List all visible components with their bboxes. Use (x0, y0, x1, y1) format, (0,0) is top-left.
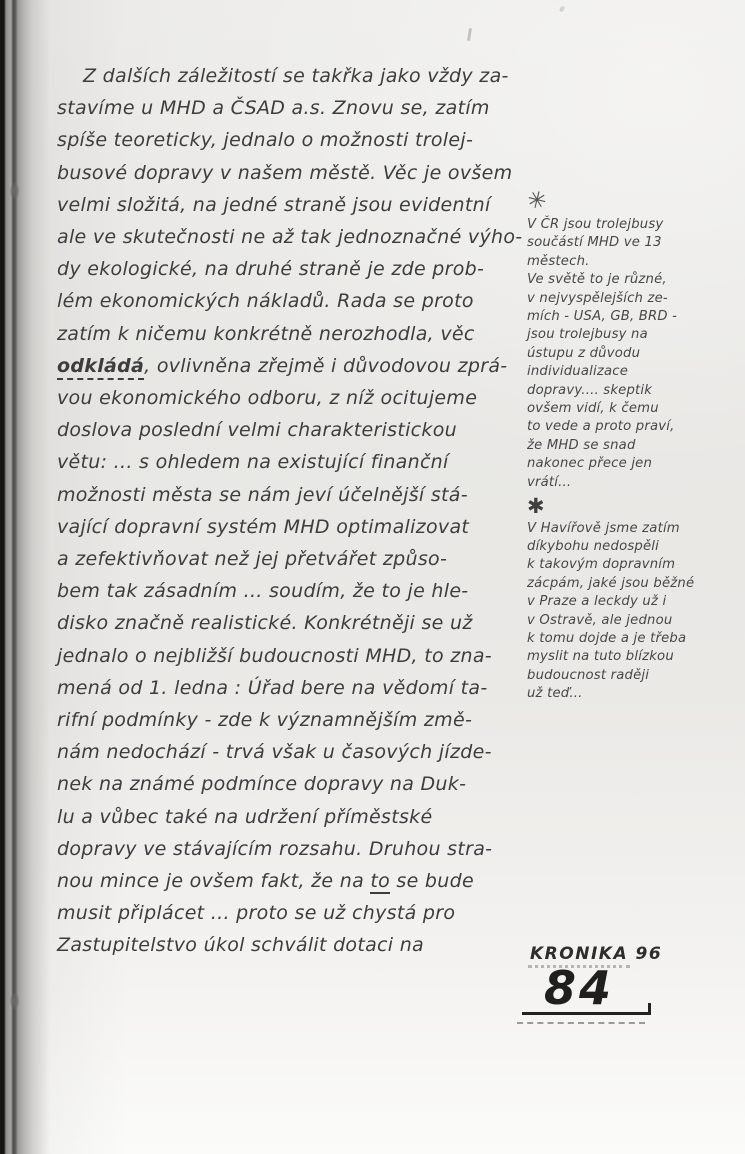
text-line: že MHD se snad (527, 437, 636, 453)
text-line: nakonec přece jen (527, 456, 653, 472)
asterisk-icon: ✱ (527, 494, 545, 519)
smudge-mark (467, 28, 472, 41)
text-line: individualizace (527, 364, 629, 380)
text-line: díkybohu nedospěli (527, 538, 660, 554)
margin-note-2 (527, 494, 743, 703)
text-line: busové dopravy v našem městě. Věc je ovšem (57, 161, 513, 184)
text-line: zácpám, jaké jsou běžné (527, 575, 695, 591)
text-line: doslova poslední velmi charakteristickou (57, 419, 457, 442)
text-line: rifní podmínky - zde k významnějším změ- (57, 709, 473, 732)
text-line: mená od 1. ledna : Úřad bere na vědomí ta- (57, 676, 488, 699)
main-text-block (57, 60, 532, 962)
text-line: Ve světě to je různé, (527, 272, 667, 288)
text-line: vající dopravní systém MHD optimalizovat (57, 515, 470, 538)
text-line: lu a vůbec také na udržení příměstské (57, 805, 433, 828)
binding-thread-bump (10, 183, 19, 199)
book-binding-edge (0, 0, 50, 1154)
text-line: v Ostravě, ale jednou (527, 612, 673, 628)
text-line: velmi složitá, na jedné straně jsou evidentní (57, 193, 491, 216)
text-line: nek na známé podmínce dopravy na Duk- (57, 773, 467, 796)
text-line: městech. (527, 253, 590, 269)
margin-note-1 (524, 186, 743, 492)
text-line: možnosti města se nám jeví účelnější stá- (57, 483, 468, 506)
smudge-mark (559, 5, 565, 12)
text-line: disko značně realistické. Konkrétněji se už (57, 612, 473, 635)
text-line: vou ekonomického odboru, z níž ocitujeme (57, 387, 478, 410)
binding-thread-bump (10, 993, 19, 1009)
text-line (57, 350, 532, 382)
text-line: jednalo o nejbližší budoucnosti MHD, to zna- (57, 644, 492, 667)
text-line (57, 865, 532, 897)
text-line: spíše teoreticky, jednalo o možnosti trolej- (57, 129, 474, 152)
text-line: větu: ... s ohledem na existující finanční (57, 451, 449, 474)
margin-notes-column (524, 186, 743, 706)
text-line: ústupu z důvodu (527, 345, 641, 361)
page-number-underline-faint (517, 1022, 645, 1024)
text-line: bem tak zásadním ... soudím, že to je hle- (57, 580, 469, 603)
text-line: budoucnost raději (527, 667, 650, 683)
text-line: dy ekologické, na druhé straně je zde prob- (57, 258, 485, 281)
text-line: Z dalších záležitostí se takřka jako vždy za- (83, 65, 509, 87)
text-line: lém ekonomických nákladů. Rada se proto (57, 290, 474, 313)
text-line: mích - USA, GB, BRD - (527, 309, 678, 325)
text-line: v Praze a leckdy už i (527, 594, 667, 610)
text-line: dopravy ve stávajícím rozsahu. Druhou stra- (57, 837, 493, 860)
asterisk-icon: ✳ (524, 186, 550, 216)
text-segment: nou mince je ovšem fakt, že na (57, 870, 371, 893)
margin-note-2-text (527, 520, 743, 704)
text-line: musit připlácet ... proto se už chystá pro (57, 902, 456, 925)
text-line: k tomu dojde a je třeba (527, 630, 687, 646)
text-line: V Havířově jsme zatím (527, 520, 680, 536)
text-line: stavíme u MHD a ČSAD a.s. Znovu se, zatím (57, 97, 490, 120)
page-number: 84 (544, 961, 615, 1015)
text-line: jsou trolejbusy na (527, 327, 648, 343)
text-line: už teď... (527, 686, 583, 702)
text-line: ale ve skutečnosti ne až tak jednoznačné výho- (57, 226, 523, 249)
text-line: to vede a proto praví, (527, 419, 675, 435)
text-line: ovšem vidí, k čemu (527, 401, 659, 417)
text-segment: , ovlivněna zřejmě i důvodovou zprá- (144, 354, 508, 377)
text-segment: se bude (390, 870, 474, 893)
page-footer (520, 944, 720, 1024)
text-line: nám nedochází - trvá však u časových jízde- (57, 741, 492, 764)
text-line: k takovým dopravním (527, 557, 676, 573)
underlined-word: odkládá (57, 355, 144, 380)
underlined-word: to (370, 870, 391, 893)
text-line: a zefektivňovat než jej přetvářet způso- (57, 548, 448, 571)
text-line: vrátí... (527, 474, 572, 490)
text-line: V ČR jsou trolejbusy (527, 217, 664, 232)
text-line: Zastupitelstvo úkol schválit dotaci na (57, 934, 425, 957)
text-line: zatím k ničemu konkrétně nerozhodla, věc (57, 322, 475, 345)
margin-note-1-text (527, 216, 743, 492)
chronicle-label: KRONIKA 96 (530, 944, 663, 964)
text-line: v nejvyspělejších ze- (527, 290, 668, 306)
text-line: dopravy.... skeptik (527, 382, 653, 398)
text-line: součástí MHD ve 13 (527, 235, 662, 251)
text-line: myslit na tuto blízkou (527, 649, 674, 665)
